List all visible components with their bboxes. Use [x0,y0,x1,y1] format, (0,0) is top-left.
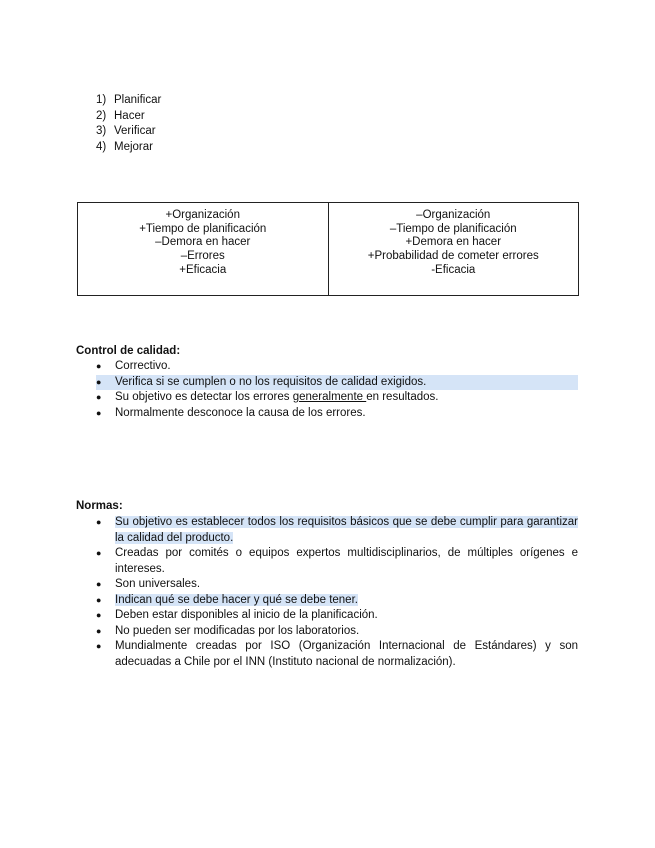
step-item: 2) Hacer [96,109,145,122]
comparison-right-cell: –Organización –Tiempo de planificación +Demora en hacer +Probabilidad de cometer errores -Eficacia [328,203,579,296]
bullet-icon: ● [96,610,102,620]
bullet-icon: ● [96,392,102,402]
comparison-left-cell: +Organización +Tiempo de planificación –Demora en hacer –Errores +Eficacia [78,203,329,296]
step-item: 4) Mejorar [96,140,153,153]
bullet-icon: ● [96,625,102,636]
standards-heading: Normas: [76,500,123,512]
bullet-icon: ● [96,376,102,387]
bullet-icon: ● [96,407,102,418]
list-item: ● Deben estar disponibles al inicio de la planificación. [96,608,578,624]
bullet-icon: ● [96,361,102,371]
list-item: ● Son universales. [96,577,578,593]
bullet-icon: ● [96,517,102,527]
list-item: ● Su objetivo es detectar los errores generalmente en resultados. [96,390,578,406]
list-item: ● Mundialmente creadas por ISO (Organización Internacional de Estándares) y son adecuadas a Chile por el INN (Instituto nacional de normalización). [96,640,578,668]
numbered-steps-list [96,93,161,155]
bullet-icon: ● [96,548,102,558]
list-item: ● Verifica si se cumplen o no los requisitos de calidad exigidos. [96,375,578,391]
step-item: 1) Planificar [96,94,162,106]
list-item: ● Creadas por comités o equipos expertos multidisciplinarios, de múltiples orígenes e intereses. [96,547,578,575]
bullet-icon: ● [96,579,102,589]
step-item: 3) Verificar [96,125,156,137]
list-item: ● Correctivo. [96,359,578,375]
bullet-icon: ● [96,641,102,651]
bullet-icon: ● [96,594,102,605]
list-item: ● No pueden ser modificadas por los laboratorios. [96,624,578,640]
standards-list [96,515,578,670]
list-item: ● Normalmente desconoce la causa de los errores. [96,406,578,422]
list-item: ● Indican qué se debe hacer y qué se debe tener. [96,593,578,609]
quality-control-heading: Control de calidad: [76,345,181,357]
list-item: ● Su objetivo es establecer todos los requisitos básicos que se debe cumplir para garantizar la calidad del producto. [96,516,578,544]
comparison-table [77,202,579,296]
quality-control-list [96,359,578,421]
